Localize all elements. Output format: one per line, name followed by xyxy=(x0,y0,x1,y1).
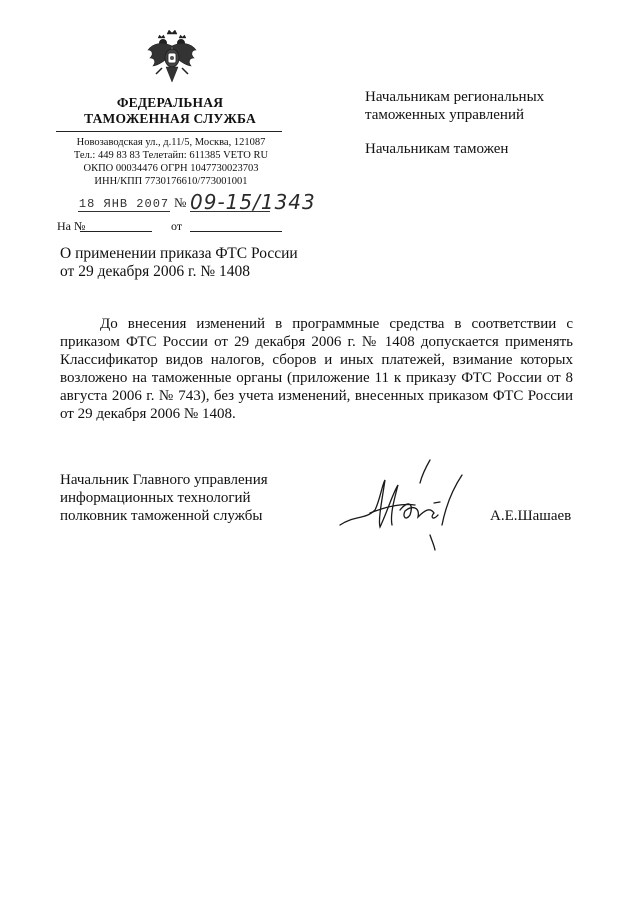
org-name-line2: ТАМОЖЕННАЯ СЛУЖБА xyxy=(84,111,256,126)
subject-line-1: О применении приказа ФТС России xyxy=(60,245,298,262)
signer-title-line-1: Начальник Главного управления xyxy=(60,472,268,488)
subject-line-2: от 29 декабря 2006 г. № 1408 xyxy=(60,263,251,280)
org-phones: Тел.: 449 83 83 Телетайп: 611385 VETO RU xyxy=(73,150,269,161)
registration-number-sign: № xyxy=(174,195,187,210)
reply-to-number-blank xyxy=(80,231,152,232)
signer-title-line-3: полковник таможенной службы xyxy=(60,508,263,524)
reply-to-number-label: На № xyxy=(57,219,86,233)
registration-number-underline xyxy=(190,211,270,212)
signer-title-line-2: информационных технологий xyxy=(60,490,251,506)
reply-to-date-blank xyxy=(190,231,282,232)
state-emblem-icon xyxy=(146,28,198,86)
registration-number: 09-15/1343 xyxy=(190,190,316,214)
divider xyxy=(56,131,282,132)
org-okpo-ogrn: ОКПО 00034476 ОГРН 1047730023703 xyxy=(83,163,259,174)
addressee-line-1b: таможенных управлений xyxy=(365,107,525,123)
signer-name: А.Е.Шашаев xyxy=(490,508,572,524)
addressee-line-2: Начальникам таможен xyxy=(365,141,509,157)
registration-date: 18 ЯНВ 2007 xyxy=(78,197,170,211)
org-address: Новозаводская ул., д.11/5, Москва, 121087 xyxy=(76,137,266,148)
body-paragraph: До внесения изменений в программные средства в соответствии с приказом ФТС России от 29 декабря 2006 г. № 1408 допускается применять Классификатор видов налогов, сборов и иных платежей, взимание которых возложено на таможенные органы (приложение 11 к приказу ФТС России от 8 августа 2006 г. № 743), без учета изменений, внесенных приказом ФТС России от 29 декабря 2006 № 1408. xyxy=(60,316,573,422)
reply-to-date-label: от xyxy=(171,219,183,233)
org-name-line1: ФЕДЕРАЛЬНАЯ xyxy=(116,95,224,110)
addressee-line-1a: Начальникам региональных xyxy=(365,89,545,105)
handwritten-signature xyxy=(330,455,480,555)
org-inn-kpp: ИНН/КПП 7730176610/773001001 xyxy=(94,176,248,187)
